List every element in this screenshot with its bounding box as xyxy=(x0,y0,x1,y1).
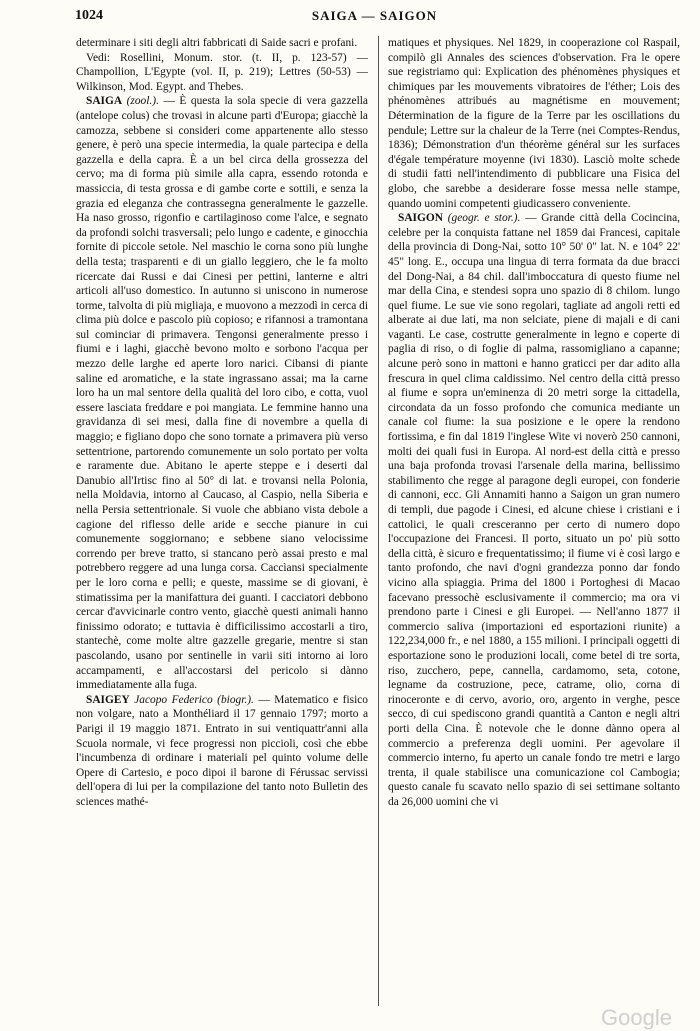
running-head: SAIGA — SAIGON xyxy=(311,8,438,23)
column-divider xyxy=(378,36,379,1006)
dictionary-entry xyxy=(76,693,368,810)
left-column xyxy=(76,36,368,1021)
dictionary-entry xyxy=(388,211,680,809)
entry-headword: SAIGEY xyxy=(86,693,130,706)
entry-text: Vedi: Rosellini, Monum. stor. (t. II, p. 123-57) — Champollion, L'Egypte (vol. II, p. 219); Lettres (50-53) — Wilkinson, Mod. Egypt. and Thebes. xyxy=(76,51,368,93)
entry-label: (zool.). xyxy=(126,95,159,108)
page-number: 1024 xyxy=(75,8,103,23)
dictionary-entry xyxy=(76,94,368,692)
entry-text: determinare i siti degli altri fabbricati di Saide sacri e profani. xyxy=(76,37,358,49)
paragraph xyxy=(76,36,368,51)
entry-text: — È questa la sola specie di vera gazzella (antelope colus) che trovasi in alcune parti d'Europa; giacchè la camozza, sebbene si consideri come appartenente allo stesso genere, è però una specie intermedia, la quale partecipa e della gazzella e della capra. È a un bel circa della grossezza del cervo; ma di forma più simile alla capra, essendo rotonda e massiccia, di testa grossa e di gambe corte e sottili, e senza la grazia ed eleganza che contrassegna generalmente le gazzelle. Ha naso grosso, rigonfio e cartilaginoso come l'alce, e segnato da profondi solchi trasversali; pelo lungo e cadente, e ginocchia fornite di piccole setole. Nel maschio le corna sono più lunghe della testa; trasparenti e di un giallo leggiero, che le fa molto ricercate dai Russi e dai Cinesi per pettini, lanterne e altri articoli all'uso domestico. In autunno si uniscono in numerose torme, talvolta di più migliaja, e muovono a mezzodì in cerca di clima più dolce e pascolo più copioso; e rifannosi a tramontana sul cominciar di primavera. Tengonsi generalmente presso i fiumi e i laghi, giacchè bevono molto e sorbono l'acqua per mezzo delle larghe ed aperte loro narici. Cibansi di piante saline ed aromatiche, e la state ingrassano assai; ma la carne loro ha un mal sentore della qualità del loro cibo, e cotta, vuol essere lasciata freddare e poi mangiata. Le femmine hanno una gravidanza di sei mesi, dalla fine di novembre a quella di maggio; e figliano dopo che sono tornate a primavera più verso settentrione, partorendo comunemente un solo portato per volta e raramente due. Abitano le aperte steppe e i deserti dal Danubio all'Irtisc fino al 50° di lat. e trovansi nella Polonia, nella Moldavia, intorno al Caucaso, al Caspio, nella Siberia e nella Persia settentrionale. Si vuole che abbiano vista debole a cagione del riflesso delle aride e secche pianure in cui comunemente soggiornano; e sebbene siano velocissime correndo per breve tratto, si stancano però assai presto e mal potrebbero reggere ad una lunga corsa. Caccìansi specialmente per le loro corna e pelli; e queste, massime se di giovani, è stimatissima per la manifattura dei guanti. I cacciatori debbono cercar d'avvicinarle contro vento, giacchè questi animali hanno finissimo odorato; e tuttavia è difficilissimo accostarli a tiro, stantechè, come molte altre gazzelle gregarie, mentre si stan pascolando, usano por sentinelle in varii siti intorno ai loro accampamenti, e all'accostarsi del pericolo si dànno immediatamente alla fuga. xyxy=(76,95,368,692)
paragraph xyxy=(76,51,368,95)
page-header xyxy=(75,6,674,28)
entry-headword: SAIGON xyxy=(398,212,443,225)
entry-text: matiques et physiques. Nel 1829, in cooperazione col Raspail, compilò gli Annales des sciences d'observation. Fra le opere sue registriamo qui: Explication des phénomènes physiques et chimiques par les mouvements vibratoires de l'éther; Lois des phénomènes attribués au magnétisme en mouvement; Détermination de la figure de la Terre par les oscillations du pendule; Lettre sur la chaleur de la Terre (nei Comptes-Rendus, 1836); Démonstration d'un théorème général sur les surfaces d'égale température moyenne (ivi 1830). Lasciò molte schede di studii fatti nell'intendimento di pubblicare una Fisica del globo, che sarebbe a desiderare fosse messa nelle stampe, quando uomini competenti giudicassero conveniente. xyxy=(388,37,680,210)
entry-label: Jacopo Federico (biogr.). xyxy=(134,693,254,706)
paragraph xyxy=(388,36,680,211)
entry-label: (geogr. e stor.). xyxy=(447,212,521,225)
entry-headword: SAIGA xyxy=(86,95,123,108)
entry-text: — Matematico e fisico non volgare, nato a Monthéliard il 17 gennaio 1797; morto a Parigi il 19 maggio 1871. Entrato in sui ventiquattr'anni alla Scuola normale, vi fece progressi non piccioli, così che ebbe l'incumbenza di ordinare i materiali pel quinto volume delle Opere di Cartesio, e poco dipoi il barone di Férussac servissi dell'opera di lui per la compilazione del tanto noto Bulletin des sciences mathé- xyxy=(76,693,368,808)
watermark: Google xyxy=(601,1005,672,1030)
entry-text: — Grande città della Cocincina, celebre per la conquista fattane nel 1859 dai Francesi, capitale della provincia di Dong-Nai, sotto 10° 50' 0" lat. N. e 104° 22' 45" long. E., occupa una lingua di terra formata da due bracci del Dong-Nai, a 84 chil. dall'imboccatura di questo fiume nel mar della Cina, e stendesi sopra uno spazio di 8 chilom. lungo quel fiume. Le sue vie sono regolari, tagliate ad angoli retti ed alberate ai due lati, ma non selciate, piene di majali e di cani vaganti. Le case, costrutte generalmente in legno e coperte di paglia di riso, o di foglie di palma, rassomigliano a capanne; alcune però sono in mattoni e hanno graticci per dar adito alla frescura in quel clima caldissimo. Nel centro della città presso al fiume e sopra un'eminenza di 20 metri sorge la cittadella, circondata da un fosso profondo che comunica mediante un canale col fiume: la sua posizione e le opere la rendono fortissima, e fin dal 1819 l'inglese Wite vi noverò 250 cannoni, molti dei quali fusi in Europa. Al nord-est della città e presso una baja profonda trovasi l'arsenale della marina, bellissimo stabilimento che regge al paragone degli europei, con fonderie di cannoni, ecc. Gli Annamiti hanno a Saigon un gran numero di templi, due pagode i Cinesi, ed alcune chiese i cristiani e i cattolici, le quali cresceranno per certo di numero dopo l'occupazione dei Francesi. Il porto, situato un po' più sotto della città, è sicuro e frequentatissimo; il fiume vi è così largo e tanto profondo, che navi d'ogni grandezza ponno dar fondo vicino alla spiaggia. Prima del 1800 i Portoghesi di Macao facevano pressochè esclusivamente il commercio; ma ora vi prendono parte i Cinesi e gli Europei. — Nell'anno 1877 il commercio saliva (importazioni ed esportazioni riunite) a 122,234,000 fr., e nel 1880, a 155 milioni. I principali oggetti di esportazione sono le produzioni locali, come betel di tre sorta, riso, zucchero, pepe, cannella, cardamomo, seta, cotone, legname da costruzione, pece, catrame, olio, corna di rinoceronte e di cervo, avorio, oro, argento in verghe, pesce secco, di cui spediscono grandi quantità a Canton e negli altri porti della Cina. È notevole che le donne dànno opera al commercio a preferenza degli uomini. Per agevolare il commercio interno, fu aperto un canale fondo tre metri e largo trenta, il quale stabilisce una comunicazione col Cambogia; questo canale fu scavato nello spazio di sei settimane soltanto da 26,000 uomini che vi xyxy=(388,212,680,808)
right-column xyxy=(388,36,680,1021)
